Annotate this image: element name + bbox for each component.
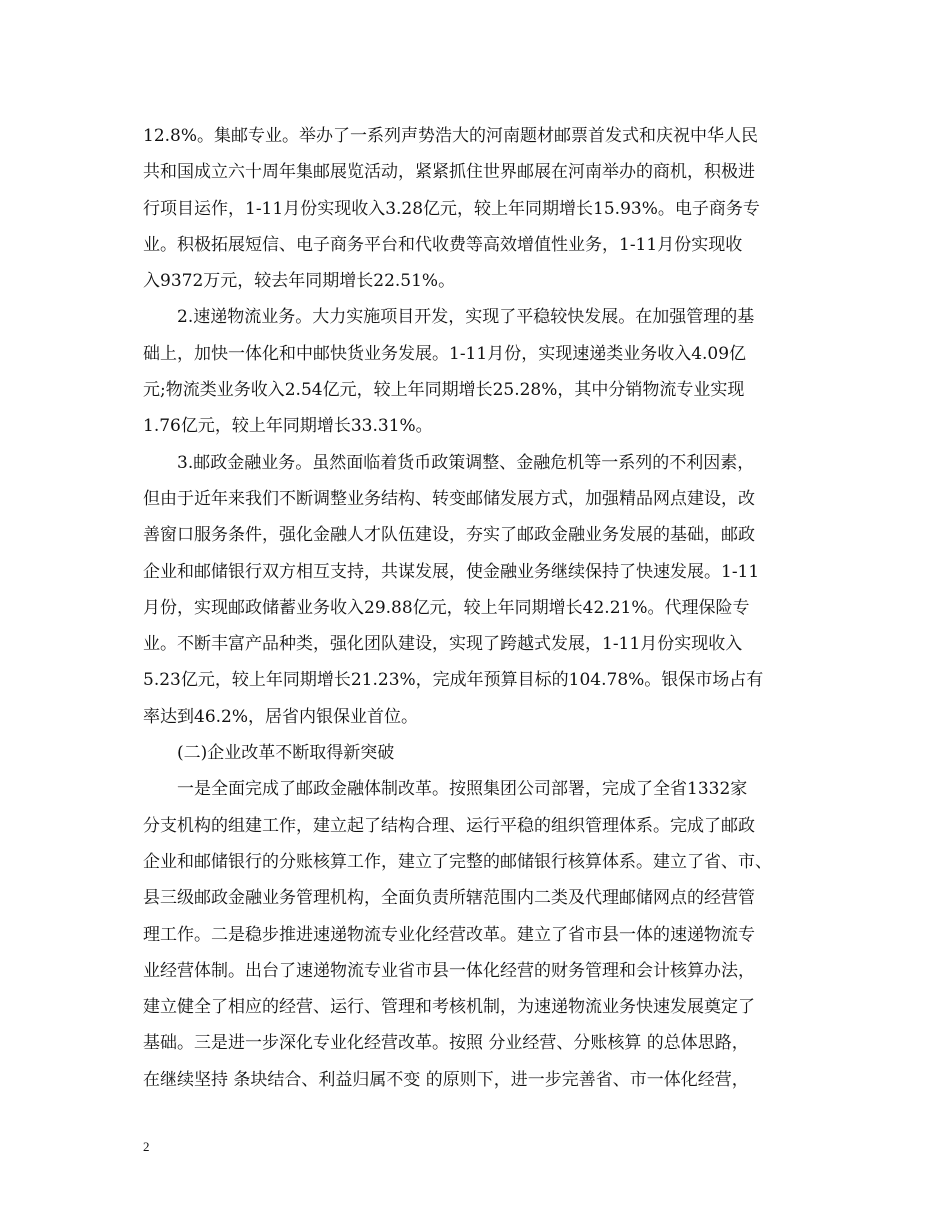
text-line: 础上，加快一体化和中邮快货业务发展。1-11月份，实现速递类业务收入4.09亿 <box>143 343 747 364</box>
paragraph-start-line: 3.邮政金融业务。虽然面临着货币政策调整、金融危机等一系列的不利因素， <box>177 452 755 473</box>
text-line: 业经营体制。出台了速递物流专业省市县一体化经营的财务管理和会计核算办法， <box>143 960 755 981</box>
text-line: 理工作。二是稳步推进速递物流专业化经营改革。建立了省市县一体的速递物流专 <box>143 924 755 945</box>
text-line: 5.23亿元，较上年同期增长21.23%，完成年预算目标的104.78%。银保市场占有 <box>143 670 764 691</box>
page-number: 2 <box>143 1139 150 1154</box>
text-line: 但由于近年来我们不断调整业务结构、转变邮储发展方式，加强精品网点建设，改 <box>143 488 755 509</box>
section-heading: (二)企业改革不断取得新突破 <box>177 743 395 764</box>
text-line: 12.8%。集邮专业。举办了一系列声势浩大的河南题材邮票首发式和庆祝中华人民 <box>143 126 759 146</box>
text-line: 基础。三是进一步深化专业化经营改革。按照 分业经营、分账核算 的总体思路， <box>143 1033 749 1054</box>
text-line: 率达到46.2%，居省内银保业首位。 <box>143 706 419 727</box>
text-line: 建立健全了相应的经营、运行、管理和考核机制，为速递物流业务快速发展奠定了 <box>143 997 755 1018</box>
text-line: 月份，实现邮政储蓄业务收入29.88亿元，较上年同期增长42.21%。代理保险专 <box>143 597 750 618</box>
text-line: 善窗口服务条件，强化金融人才队伍建设，夯实了邮政金融业务发展的基础，邮政 <box>143 525 755 546</box>
paragraph-start-line: 2.速递物流业务。大力实施项目开发，实现了平稳较快发展。在加强管理的基 <box>177 307 755 328</box>
text-line: 在继续坚持 条块结合、利益归属不变 的原则下，进一步完善省、市一体化经营， <box>143 1069 749 1090</box>
text-line: 分支机构的组建工作，建立起了结构合理、运行平稳的组织管理体系。完成了邮政 <box>143 815 755 836</box>
text-line: 企业和邮储银行双方相互支持，共谋发展，使金融业务继续保持了快速发展。1-11 <box>143 561 760 582</box>
text-line: 企业和邮储银行的分账核算工作，建立了完整的邮储银行核算体系。建立了省、市、 <box>143 851 772 872</box>
text-line: 县三级邮政金融业务管理机构，全面负责所辖范围内二类及代理邮储网点的经营管 <box>143 888 755 909</box>
text-line: 元;物流类业务收入2.54亿元，较上年同期增长25.28%，其中分销物流专业实现 <box>143 380 745 401</box>
text-line: 1.76亿元，较上年同期增长33.31%。 <box>143 416 433 437</box>
paragraph-start-line: 一是全面完成了邮政金融体制改革。按照集团公司部署，完成了全省1332家 <box>177 779 748 800</box>
text-line: 业。不断丰富产品种类，强化团队建设，实现了跨越式发展，1-11月份实现收入 <box>143 634 743 655</box>
text-line: 业。积极拓展短信、电子商务平台和代收费等高效增值性业务，1-11月份实现收 <box>143 234 743 255</box>
text-line: 行项目运作，1-11月份实现收入3.28亿元，较上年同期增长15.93%。电子商务专 <box>143 198 760 219</box>
body-text <box>143 118 813 1098</box>
text-line: 共和国成立六十周年集邮展览活动，紧紧抓住世界邮展在河南举办的商机，积极进 <box>143 162 755 183</box>
text-line: 入9372万元，较去年同期增长22.51%。 <box>143 271 456 292</box>
